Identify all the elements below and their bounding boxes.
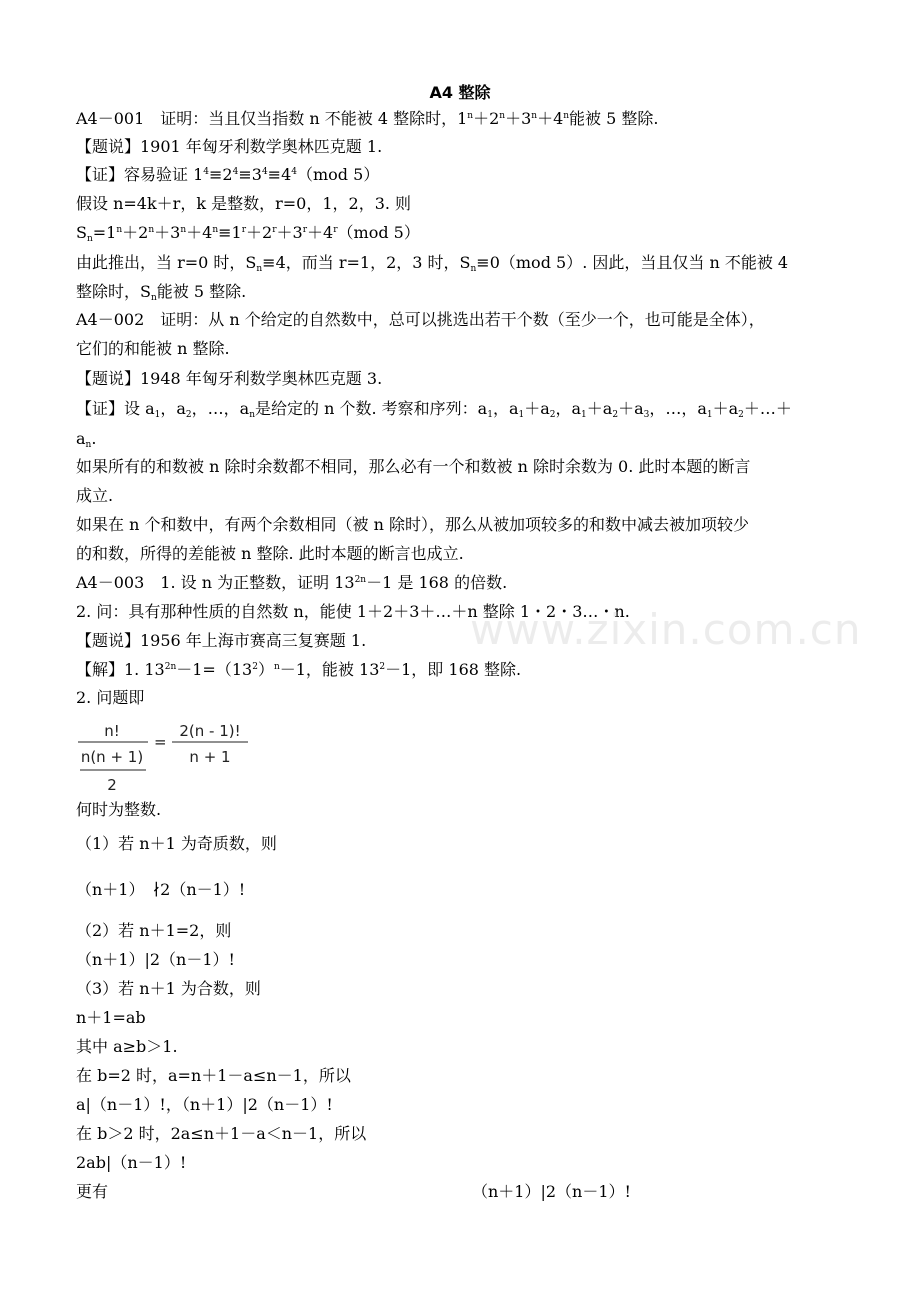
formula-right-numerator: 2(n - 1)! xyxy=(179,722,241,740)
subscript: n xyxy=(85,440,92,450)
superscript: n xyxy=(499,111,506,121)
text-run: ≡0（mod 5）. 因此，当且仅当 n 不能被 4 xyxy=(476,253,789,272)
text-run: ＋3 xyxy=(154,223,181,242)
text-line xyxy=(76,309,765,331)
superscript: r xyxy=(302,225,308,235)
superscript: n xyxy=(148,225,155,235)
text-run: （mod 5） xyxy=(337,223,420,242)
subscript: 1 xyxy=(487,410,493,420)
text-run: （2）若 n＋1=2，则 xyxy=(76,921,232,940)
text-run: a xyxy=(76,429,86,448)
text-line xyxy=(76,833,277,855)
superscript: 4 xyxy=(232,167,239,177)
text-run: ＋3 xyxy=(505,109,532,128)
text-run: =1 xyxy=(92,223,117,242)
text-run: （mod 5） xyxy=(297,165,380,184)
subscript: n xyxy=(150,293,157,303)
superscript: 2n xyxy=(354,575,367,585)
watermark: www.zixin.com.cn xyxy=(470,605,862,654)
text-run: 成立. xyxy=(76,486,114,505)
text-run: 如果在 n 个和数中，有两个余数相同（被 n 除时），那么从被加项较多的和数中减去被加项较少 xyxy=(76,515,749,534)
text-line xyxy=(76,1094,333,1116)
formula-right-denominator: n + 1 xyxy=(189,748,231,766)
text-run: －1=（13 xyxy=(176,660,253,679)
text-run: ＋a xyxy=(586,399,613,418)
text-line xyxy=(76,456,750,478)
text-run: ≡1 xyxy=(218,223,242,242)
text-run: ＋a xyxy=(618,399,644,418)
subscript: 2 xyxy=(612,410,619,420)
superscript: 4 xyxy=(291,167,297,177)
superscript: n xyxy=(116,225,123,235)
text-line xyxy=(76,1181,108,1203)
subscript: n xyxy=(470,264,477,274)
text-line xyxy=(76,687,144,709)
text-run: 能被 5 整除. xyxy=(156,282,247,301)
text-run: （n＋1） ∤2（n－1）! xyxy=(76,880,246,899)
text-run: ＋4 xyxy=(307,223,334,242)
text-line xyxy=(76,136,382,158)
text-run: S xyxy=(76,223,87,242)
text-line xyxy=(76,281,246,303)
formula-equals: = xyxy=(154,733,167,751)
text-line xyxy=(76,1123,366,1145)
formula-left-numerator: n! xyxy=(104,722,120,740)
text-run: n＋1=ab xyxy=(76,1008,146,1027)
text-run: 假设 n=4k＋r，k 是整数，r=0，1，2，3. 则 xyxy=(76,194,412,213)
text-line xyxy=(76,514,749,536)
text-run: －1 是 168 的倍数. xyxy=(366,573,508,592)
text-run: ＋2 xyxy=(122,223,149,242)
text-line xyxy=(76,1007,146,1029)
text-run: 如果所有的和数被 n 除时余数都不相同，那么必有一个和数被 n 除时余数为 0. 此时本题的断言 xyxy=(76,457,751,476)
text-line xyxy=(76,485,113,507)
text-run: （n＋1）|2（n－1）! xyxy=(472,1182,631,1201)
text-line xyxy=(76,1036,178,1058)
text-run: ，…，a xyxy=(649,399,707,418)
text-run: A4－001 证明：当且仅当指数 n 不能被 4 整除时，1 xyxy=(76,109,468,128)
text-line xyxy=(76,543,464,565)
text-line xyxy=(76,920,231,942)
formula-left-denominator-bottom: 2 xyxy=(107,776,117,794)
text-run: ＋2 xyxy=(473,109,500,128)
text-run: 是给定的 n 个数. 考察和序列：a xyxy=(255,399,488,418)
superscript: n xyxy=(467,111,474,121)
text-run: ，…，a xyxy=(191,399,250,418)
text-run: A4－002 证明：从 n 个给定的自然数中，总可以挑选出若干个数（至少一个，也可能是全体）， xyxy=(76,310,765,329)
subscript: 2 xyxy=(738,410,744,420)
text-line xyxy=(76,222,420,244)
superscript: 4 xyxy=(261,167,268,177)
subscript: 1 xyxy=(581,410,587,420)
text-run: 2. 问题即 xyxy=(76,688,145,707)
text-run: ≡4，而当 r=1，2，3 时，S xyxy=(262,253,471,272)
text-run: －1，能被 13 xyxy=(279,660,380,679)
text-run: 更有 xyxy=(76,1182,109,1201)
superscript: n xyxy=(563,111,570,121)
superscript: n xyxy=(180,225,187,235)
text-line xyxy=(76,799,161,821)
subscript: 1 xyxy=(706,410,713,420)
text-run: A4－003 1. 设 n 为正整数，证明 13 xyxy=(76,573,355,592)
fraction-formula xyxy=(70,718,270,802)
superscript: n xyxy=(212,225,219,235)
superscript: 2n xyxy=(164,662,177,672)
text-run: －1，即 168 整除. xyxy=(385,660,522,679)
text-run: 【证】容易验证 1 xyxy=(76,165,204,184)
text-run: 【证】设 a xyxy=(76,399,155,418)
text-run: . xyxy=(91,429,97,448)
subscript: 1 xyxy=(518,410,525,420)
subscript: n xyxy=(86,234,93,244)
text-run: （3）若 n＋1 为合数，则 xyxy=(76,979,261,998)
text-run: 的和数，所得的差能被 n 整除. 此时本题的断言也成立. xyxy=(76,544,464,563)
text-run: ） xyxy=(257,660,274,679)
text-run: ＋a xyxy=(524,399,550,418)
text-run: ，a xyxy=(492,399,519,418)
text-run: 【题说】1901 年匈牙利数学奥林匹克题 1. xyxy=(76,137,383,156)
text-line xyxy=(76,1065,351,1087)
text-run: ≡2 xyxy=(209,165,233,184)
page-title: A4 整除 xyxy=(429,83,491,102)
subscript: 1 xyxy=(154,410,161,420)
text-line xyxy=(76,978,261,1000)
text-line xyxy=(76,659,521,681)
text-line xyxy=(76,398,792,420)
text-line xyxy=(76,368,382,390)
subscript: 3 xyxy=(643,410,650,420)
text-run: ≡4 xyxy=(267,165,292,184)
subscript: n xyxy=(249,410,255,420)
subscript: 2 xyxy=(549,410,556,420)
text-run: ，a xyxy=(160,399,186,418)
text-run: 【题说】1948 年匈牙利数学奥林匹克题 3. xyxy=(76,369,383,388)
text-run: ≡3 xyxy=(238,165,262,184)
text-line xyxy=(472,1181,631,1203)
text-line xyxy=(76,252,788,274)
text-run: 它们的和能被 n 整除. xyxy=(76,339,230,358)
superscript: r xyxy=(272,225,277,235)
text-line xyxy=(76,164,379,186)
text-run: 在 b=2 时，a=n＋1－a≤n－1，所以 xyxy=(76,1066,351,1085)
text-line xyxy=(76,949,235,971)
text-run: 【题说】1956 年上海市赛高三复赛题 1. xyxy=(76,631,367,650)
text-run: ＋…＋ xyxy=(743,399,792,418)
text-run: ＋3 xyxy=(276,223,303,242)
text-line xyxy=(76,1152,186,1174)
superscript: 4 xyxy=(203,167,210,177)
text-line xyxy=(76,108,659,130)
text-run: 2. 问：具有那种性质的自然数 n，能使 1＋2＋3＋…＋n 整除 1・2・3…・n. xyxy=(76,602,630,621)
formula-left-denominator-top: n(n + 1) xyxy=(80,748,144,766)
text-run: a|（n－1）!，（n＋1）|2（n－1）! xyxy=(76,1095,333,1114)
superscript: r xyxy=(333,225,338,235)
text-run: 【解】1. 13 xyxy=(76,660,165,679)
text-run: ＋2 xyxy=(246,223,273,242)
text-line xyxy=(76,338,230,360)
text-run: 整除时，S xyxy=(76,282,151,301)
text-run: 在 b＞2 时，2a≤n＋1－a＜n－1，所以 xyxy=(76,1124,367,1143)
text-run: ，a xyxy=(555,399,582,418)
text-run: 2ab|（n－1）! xyxy=(76,1153,187,1172)
text-run: （n＋1）|2（n－1）! xyxy=(76,950,235,969)
subscript: 2 xyxy=(185,410,192,420)
text-line xyxy=(76,879,245,901)
text-run: 何时为整数. xyxy=(76,800,162,819)
text-run: 其中 a≥b＞1. xyxy=(76,1037,178,1056)
superscript: 2 xyxy=(252,662,258,672)
text-run: （1）若 n＋1 为奇质数，则 xyxy=(76,834,277,853)
text-run: ＋a xyxy=(712,399,739,418)
text-line xyxy=(76,572,507,594)
superscript: 2 xyxy=(379,662,386,672)
text-run: 由此推出，当 r=0 时，S xyxy=(76,253,257,272)
text-run: ＋4 xyxy=(537,109,564,128)
text-line xyxy=(76,428,96,450)
superscript: n xyxy=(273,662,280,672)
text-line xyxy=(76,193,411,215)
text-line xyxy=(76,630,366,652)
superscript: r xyxy=(241,225,247,235)
superscript: n xyxy=(531,111,538,121)
text-run: ＋4 xyxy=(186,223,213,242)
text-run: 能被 5 整除. xyxy=(569,109,659,128)
subscript: n xyxy=(256,264,263,274)
